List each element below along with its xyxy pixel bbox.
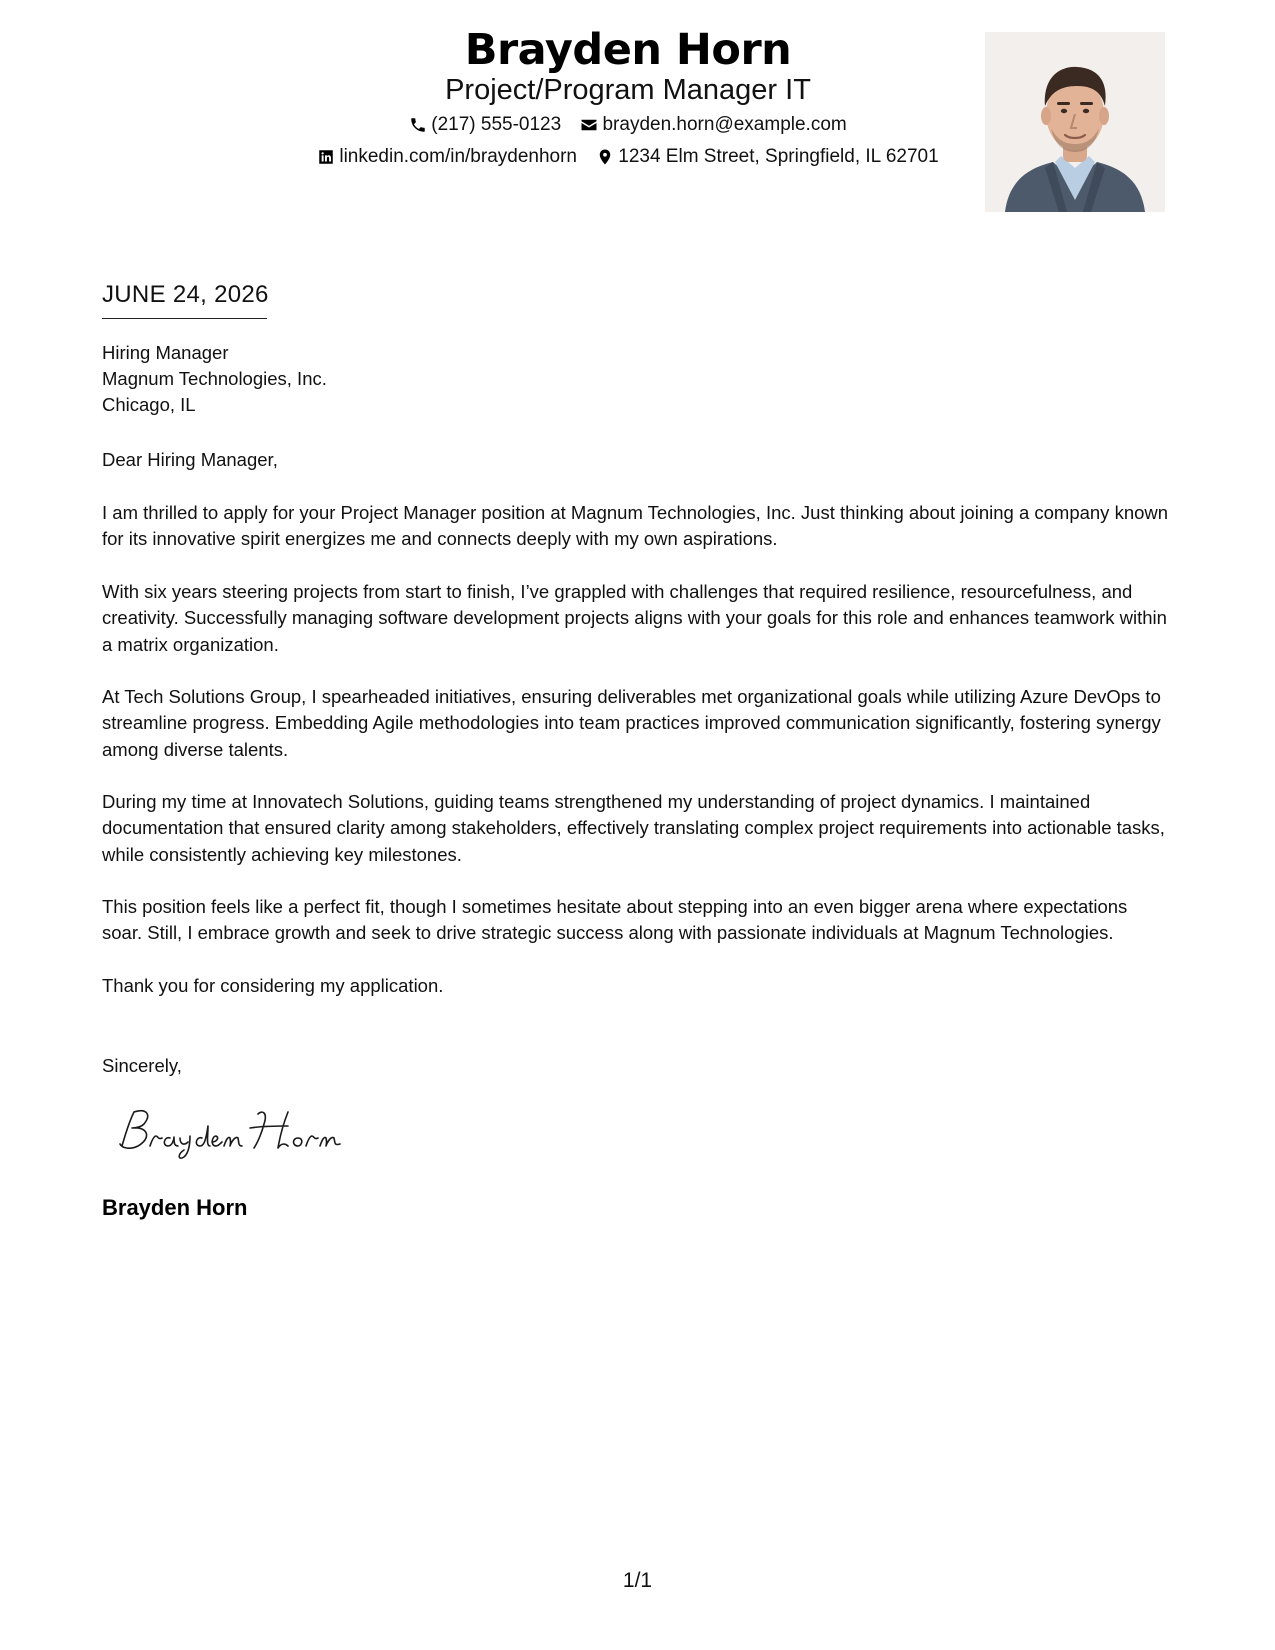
body-paragraph-2: With six years steering projects from start to finish, I’ve grappled with challenges that required resilience, resourcefulness, and creativity. Successfully managing software development projects aligns with your goals for this role and enhances teamwork within a matrix organization. (102, 581, 1167, 655)
address-contact (596, 144, 938, 170)
phone-number: (217) 555-0123 (431, 114, 562, 135)
applicant-job-title: Project/Program Manager IT (445, 74, 811, 106)
applicant-name: Brayden Horn (464, 25, 792, 75)
profile-photo (985, 32, 1165, 212)
salutation: Dear Hiring Manager, (102, 449, 278, 470)
body-paragraph-4: During my time at Innovatech Solutions, guiding teams strengthened my understanding of project dynamics. I maintained documentation that ensured clarity among stakeholders, effectively translating complex project requirements into actionable tasks, while consistently achieving key milestones. (102, 791, 1165, 865)
letter-date: JUNE 24, 2026 (102, 281, 269, 308)
body-paragraph-3: At Tech Solutions Group, I spearheaded initiatives, ensuring deliverables met organizational goals while utilizing Azure DevOps to streamline progress. Embedding Agile methodologies into team practices improved communication significantly, fostering synergy among diverse talents. (102, 686, 1161, 760)
envelope-icon (580, 116, 598, 134)
map-pin-icon (596, 148, 614, 166)
body-paragraph-6: Thank you for considering my application. (102, 975, 444, 996)
recipient-company: Magnum Technologies, Inc. (102, 368, 327, 389)
recipient-location: Chicago, IL (102, 394, 196, 415)
recipient-block (102, 340, 327, 418)
linkedin-icon (317, 148, 335, 166)
signature-drawing (112, 1102, 372, 1162)
signer-name: Brayden Horn (102, 1195, 248, 1220)
recipient-title: Hiring Manager (102, 342, 229, 363)
linkedin-contact[interactable] (317, 144, 577, 170)
email-address: brayden.horn@example.com (602, 114, 847, 135)
profile-photo-illustration (985, 32, 1165, 212)
street-address: 1234 Elm Street, Springfield, IL 62701 (618, 146, 939, 167)
linkedin-url: linkedin.com/in/braydenhorn (339, 146, 577, 167)
closing-phrase: Sincerely, (102, 1055, 182, 1076)
handwritten-signature (112, 1102, 372, 1162)
letter-header (0, 0, 1275, 230)
page-number: 1/1 (622, 1569, 653, 1592)
phone-icon (409, 116, 427, 134)
body-paragraph-5: This position feels like a perfect fit, though I sometimes hesitate about stepping into an even bigger arena where expectations soar. Still, I embrace growth and seek to drive strategic success along with passionate individuals at Magnum Technologies. (102, 896, 1128, 944)
date-underline (102, 318, 267, 319)
phone-contact[interactable] (409, 112, 561, 138)
email-contact[interactable] (580, 112, 846, 138)
body-paragraph-1: I am thrilled to apply for your Project Manager position at Magnum Technologies, Inc. Just thinking about joining a company known for its innovative spirit energizes me and connects deeply with my own aspirations. (102, 502, 1169, 550)
